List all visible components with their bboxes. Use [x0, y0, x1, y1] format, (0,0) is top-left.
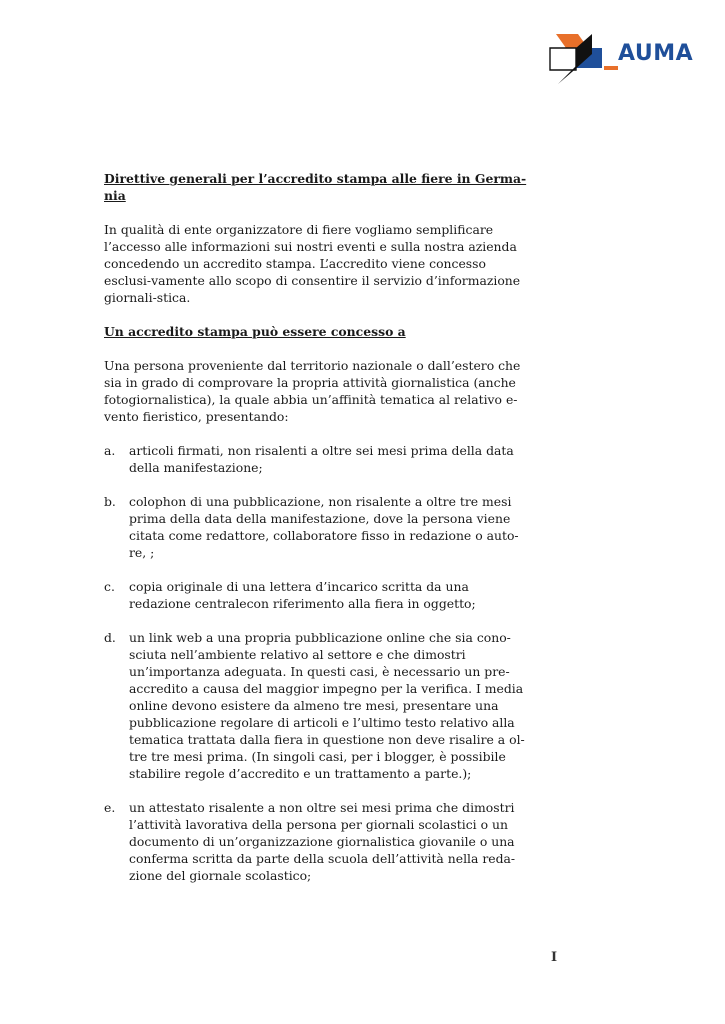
list-marker: b. [104, 494, 116, 509]
list-item [104, 629, 529, 782]
requirements-paragraph: Una persona proveniente dal territorio nazionale o dall’estero che sia in grado di comprovare la propria attività giornalistica (anche fotogiornalistica), la quale abbia un’affinità tematica al relativo e-vento fieristico, presentando: [104, 358, 521, 424]
auma-logo-mark [548, 30, 618, 86]
list-item-text: un attestato risalente a non oltre sei mesi prima che dimostri l’attività lavorativa della persona per giornali scolastici o un documento di un’organizzazione giornalistica giovanile o una conferma scritta da parte della scuola dell’attività nella reda-zione del giornale scolastico; [129, 800, 516, 883]
section-subheading: Un accredito stampa può essere concesso a [104, 324, 406, 339]
auma-logo [548, 30, 694, 86]
requirements-list [104, 442, 529, 884]
document-title: Direttive generali per l’accredito stampa alle fiere in Germa-nia [104, 171, 527, 203]
list-item [104, 493, 529, 561]
list-marker: c. [104, 579, 115, 594]
logo-text: AUMA [618, 41, 694, 66]
list-item-text: articoli firmati, non risalenti a oltre sei mesi prima della data della manifestazione; [129, 443, 514, 475]
document-body [104, 170, 529, 901]
list-item [104, 799, 529, 884]
list-marker: d. [104, 630, 116, 645]
list-item-text: un link web a una propria pubblicazione online che sia cono-sciuta nell’ambiente relativo al settore e che dimostri un’importanza adeguata. In questi casi, è necessario un pre-accredito a causa del maggior impegno per la verifica. I media online devono esistere da almeno tre mesi, presentare una pubblicazione regolare di articoli e l’ultimo testo relativo alla tematica trattata dalla fiera in questione non deve risalire a ol-tre tre mesi prima. (In singoli casi, per i blogger, è possibile stabilire regole d’accredito e un trattamento a parte.); [129, 630, 525, 781]
list-marker: e. [104, 800, 116, 815]
list-marker: a. [104, 443, 116, 458]
list-item [104, 442, 529, 476]
intro-paragraph: In qualità di ente organizzatore di fiere vogliamo semplificare l’accesso alle informazioni sui nostri eventi e sulla nostra azienda concedendo un accredito stampa. L’accredito viene concesso esclusi-vamente allo scopo di consentire il servizio d’informazione giornali-stica. [104, 222, 521, 305]
list-item-text: colophon di una pubblicazione, non risalente a oltre tre mesi prima della data della manifestazione, dove la persona viene citata come redattore, collaboratore fisso in redazione o auto-re, ; [129, 494, 519, 560]
list-item [104, 578, 529, 612]
list-item-text: copia originale di una lettera d’incarico scritta da una redazione centralecon riferimento alla fiera in oggetto; [129, 579, 476, 611]
page-mark: I [551, 950, 558, 965]
